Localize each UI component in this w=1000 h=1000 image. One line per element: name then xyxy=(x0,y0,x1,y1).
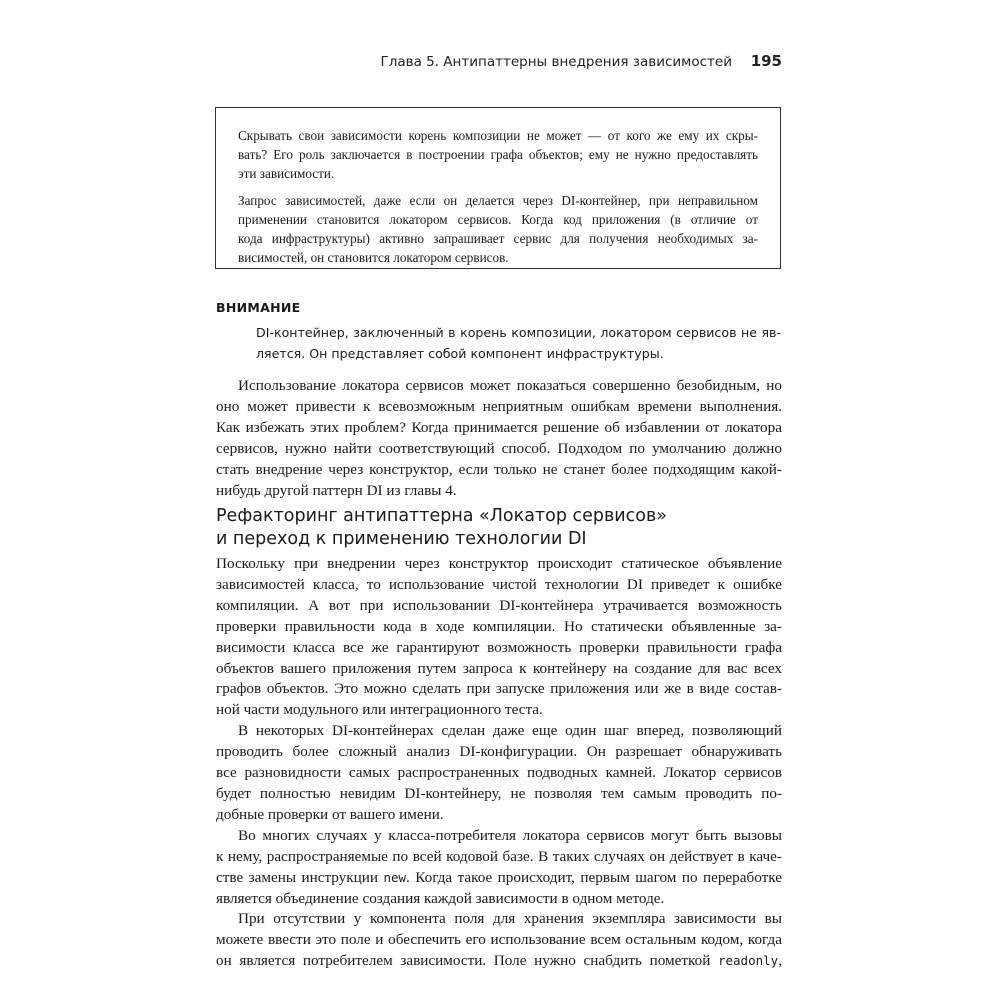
text-line: сервисов, нужно найти соответствующий способ. Подходом по умолчанию должно xyxy=(216,439,782,457)
inline-code: new xyxy=(383,869,407,885)
text-line: является объединение создания каждой зависимости в одном методе. xyxy=(216,889,665,907)
paragraph-1 xyxy=(216,376,782,501)
text-line: все разновидности самых распространенных подводных камней. Локатор сервисов xyxy=(216,764,782,782)
box-line: Скрывать свои зависимости корень композиции не может — от кого же ему их скры- xyxy=(238,128,758,143)
text-line xyxy=(216,951,782,972)
text-fragment: . Когда такое происходит, первым шагом по переработке xyxy=(406,868,782,886)
section-heading xyxy=(216,505,782,551)
text-line: можете ввести это поле и обеспечить его использование всем остальным кодом, когда xyxy=(216,931,782,949)
paragraph-5 xyxy=(216,909,782,972)
text-line: Поскольку при внедрении через конструктор происходит статическое объявление xyxy=(216,555,782,572)
text-line: компиляции. А вот при использовании DI-контейнера утрачивается возможность xyxy=(216,596,782,614)
text-line: добные проверки от вашего имени. xyxy=(216,805,444,823)
running-title: Глава 5. Антипаттерны внедрения зависимостей xyxy=(380,54,732,70)
box-line: висимостей, он становится локатором сервисов. xyxy=(238,250,509,265)
box-paragraph xyxy=(238,126,758,183)
text-line: проверки правильности кода в ходе компиляции. Но статически объявленные за- xyxy=(216,617,782,635)
text-line: нибудь другой паттерн DI из главы 4. xyxy=(216,481,457,499)
inline-code: readonly xyxy=(717,953,779,969)
text-line: Использование локатора сервисов может показаться совершенно безобидным, но xyxy=(238,377,782,394)
text-line: При отсутствии у компонента поля для хранения экземпляра зависимости вы xyxy=(238,910,782,928)
text-line: к нему, распространяемые по всей кодовой базе. В таких случаях он действует в каче- xyxy=(216,847,782,865)
text-line: будет полностью невидим DI-контейнеру, не позволяя тем самым проводить по- xyxy=(216,784,782,802)
text-line: стать внедрение через конструктор, если только не станет более подходящим какой- xyxy=(216,460,782,478)
text-line: Во многих случаях у класса-потребителя локатора сервисов могут быть вызовы xyxy=(238,826,782,844)
text-line: проводить более сложный анализ DI-конфигурации. Он разрешает обнаруживать xyxy=(216,743,782,761)
box-line: кода инфраструктуры) активно запрашивает сервис для получения необходимых за- xyxy=(238,231,758,246)
heading-line: и переход к применению технологии DI xyxy=(216,529,587,549)
box-line: применении становится локатором сервисов. Когда код приложения (в отличие от xyxy=(238,212,758,227)
warning-line: DI-контейнер, заключенный в корень композиции, локатором сервисов не яв- xyxy=(256,325,781,340)
sidebar-box xyxy=(215,107,781,269)
text-fragment: он является потребителем зависимости. Поле нужно снабдить пометкой xyxy=(216,952,718,970)
text-line xyxy=(216,868,782,889)
text-line: объектов вашего приложения путем запроса к контейнеру на создание для вас всех xyxy=(216,659,782,677)
text-line: В некоторых DI-контейнерах сделан даже еще один шаг вперед, позволяющий xyxy=(238,722,782,740)
text-line: висимости класса все же гарантируют возможность проверки правильности графа xyxy=(216,638,782,656)
page-header xyxy=(216,52,782,74)
box-paragraph xyxy=(238,191,758,267)
box-line: эти зависимости. xyxy=(238,166,335,181)
text-line: графов объектов. Это можно сделать при запуске приложения или же в виде состав- xyxy=(216,680,782,698)
text-fragment: , xyxy=(778,952,782,970)
warning-line: ляется. Он представляет собой компонент инфраструктуры. xyxy=(256,346,664,361)
box-line: вать? Его роль заключается в построении графа объектов; ему не нужно предоставлять xyxy=(238,147,758,162)
heading-line: Рефакторинг антипаттерна «Локатор сервисов» xyxy=(216,506,668,526)
text-line: оно может привести к всевозможным неприятным ошибкам времени выполнения. xyxy=(216,397,782,415)
paragraph-2 xyxy=(216,554,782,721)
text-line: Как избежать этих проблем? Когда принимается решение об избавлении от локатора xyxy=(216,418,782,436)
warning-title: ВНИМАНИЕ xyxy=(216,300,301,315)
text-line: зависимостей класса, то использование чистой технологии DI приведет к ошибке xyxy=(216,575,782,593)
warning-body xyxy=(256,322,781,364)
page-number: 195 xyxy=(750,52,782,70)
body-block xyxy=(216,554,782,972)
box-line: Запрос зависимостей, даже если он делается через DI-контейнер, при неправильном xyxy=(238,193,758,208)
text-line: ной части модульного или интеграционного теста. xyxy=(216,701,543,719)
paragraph-4 xyxy=(216,826,782,910)
text-fragment: стве замены инструкции xyxy=(216,868,384,886)
paragraph-3 xyxy=(216,721,782,826)
